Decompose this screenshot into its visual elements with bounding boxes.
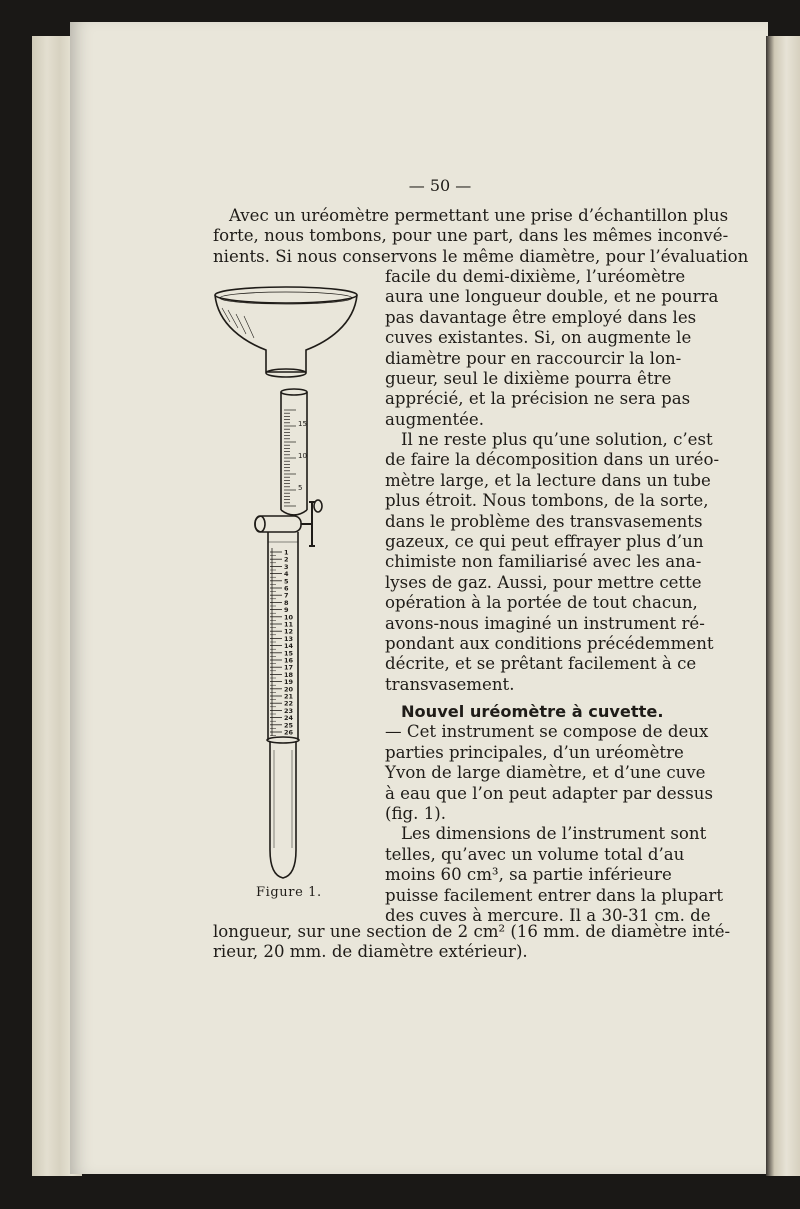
text-line: chimiste non familiarisé avec les ana- (385, 552, 702, 572)
text-line: forte, nous tombons, pour une part, dans les mêmes inconvé- (213, 226, 729, 246)
text-line: aura une longueur double, et ne pourra (385, 287, 719, 307)
text-line: puisse facilement entrer dans la plupart (385, 885, 724, 905)
stopcock (255, 516, 301, 532)
scale-label: 23 (284, 706, 294, 715)
text-line: longueur, sur une section de 2 cm² (16 mm. de diamètre inté- (213, 922, 731, 941)
scale-label: 21 (284, 692, 294, 701)
text-line: mètre large, et la lecture dans un tube (385, 470, 711, 490)
scale-label: 3 (284, 562, 289, 571)
cuvette-rim (215, 287, 357, 303)
lower-scale (270, 548, 294, 737)
text-line: pas davantage être employé dans les (385, 307, 697, 327)
scale-label: 18 (284, 670, 294, 679)
text-line: cuves existantes. Si, on augmente le (385, 328, 692, 348)
scale-label: 10 (298, 452, 307, 460)
lower-tube (268, 532, 298, 740)
text-line: lyses de gaz. Aussi, pour mettre cette (385, 572, 702, 592)
text-line: Avec un uréomètre permettant une prise d’échantillon plus (229, 206, 729, 225)
text-line: telles, qu’avec un volume total d’au (385, 844, 685, 864)
text-line: moins 60 cm³, sa partie inférieure (385, 865, 672, 885)
section-heading: Nouvel uréomètre à cuvette. (401, 702, 664, 721)
scale-label: 10 (284, 613, 294, 622)
column-paragraph-1 (385, 267, 719, 430)
text-line: Yvon de large diamètre, et d’une cuve (385, 763, 706, 783)
text-line: parties principales, d’un uréomètre (385, 742, 684, 762)
text-line: plus étroit. Nous tombons, de la sorte, (385, 491, 709, 511)
intro-paragraph (213, 206, 749, 267)
text-line: gueur, seul le dixième pourra être (385, 369, 672, 389)
scale-label: 6 (284, 584, 289, 593)
text-line: rieur, 20 mm. de diamètre extérieur). (213, 942, 528, 962)
scale-label: 26 (284, 728, 294, 737)
text-line: opération à la portée de tout chacun, (385, 593, 698, 613)
text-line: apprécié, et la précision ne sera pas (385, 389, 691, 409)
scale-label: 4 (284, 570, 289, 579)
scale-label: 11 (284, 620, 294, 629)
scale-label: 2 (284, 555, 289, 564)
text-line: Les dimensions de l’instrument sont (401, 824, 707, 844)
scale-label: 15 (298, 420, 307, 428)
scale-label: 16 (284, 656, 294, 665)
text-line: facile du demi-dixième, l’uréomètre (385, 267, 686, 286)
scale-label: 14 (284, 642, 294, 651)
column-paragraph-2 (385, 430, 720, 695)
upper-scale (284, 410, 307, 506)
scale-label: 8 (284, 598, 289, 607)
scale-label: 22 (284, 699, 294, 708)
text-line: (fig. 1). (385, 804, 447, 824)
scale-label: 24 (284, 714, 294, 723)
scale-label: 20 (284, 685, 294, 694)
next-page-edge (766, 36, 800, 1176)
scale-label: 19 (284, 678, 294, 687)
scale-label: 7 (284, 591, 289, 600)
section-block (385, 702, 724, 926)
text-line: de faire la décomposition dans un uréo- (385, 450, 720, 470)
text-line: à eau que l’on peut adapter par dessus (385, 783, 713, 803)
text-line: pondant aux conditions précédemment (385, 634, 714, 654)
text-line: diamètre pour en raccourcir la lon- (385, 348, 682, 368)
text-line: augmentée. (385, 409, 485, 429)
scale-label: 12 (284, 627, 294, 636)
ureometer-figure (200, 280, 370, 880)
scale-label: 25 (284, 721, 294, 730)
scale-label: 17 (284, 663, 294, 672)
scale-label: 5 (298, 484, 303, 492)
closing-paragraph (213, 922, 731, 963)
cuvette-bowl (215, 295, 357, 372)
scale-label: 1 (284, 548, 289, 557)
text-line: Il ne reste plus qu’une solution, c’est (401, 430, 713, 449)
scale-label: 9 (284, 606, 289, 615)
page-number: — 50 — (408, 176, 472, 195)
text-line: dans le problème des transvasements (385, 511, 703, 531)
text-line: des cuves à mercure. Il a 30-31 cm. de (385, 906, 711, 926)
scale-label: 15 (284, 649, 294, 658)
figure-caption: Figure 1. (256, 885, 322, 900)
scale-label: 5 (284, 577, 289, 586)
text-line: décrite, et se prêtant facilement à ce (385, 654, 697, 674)
text-line: — Cet instrument se compose de deux (385, 722, 709, 742)
scale-label: 13 (284, 634, 294, 643)
text-line: avons-nous imaginé un instrument ré- (385, 613, 705, 633)
text-line: nients. Si nous conservons le même diamètre, pour l’évaluation (213, 246, 749, 266)
text-line: transvasement. (385, 674, 515, 694)
text-line: gazeux, ce qui peut effrayer plus d’un (385, 532, 704, 552)
